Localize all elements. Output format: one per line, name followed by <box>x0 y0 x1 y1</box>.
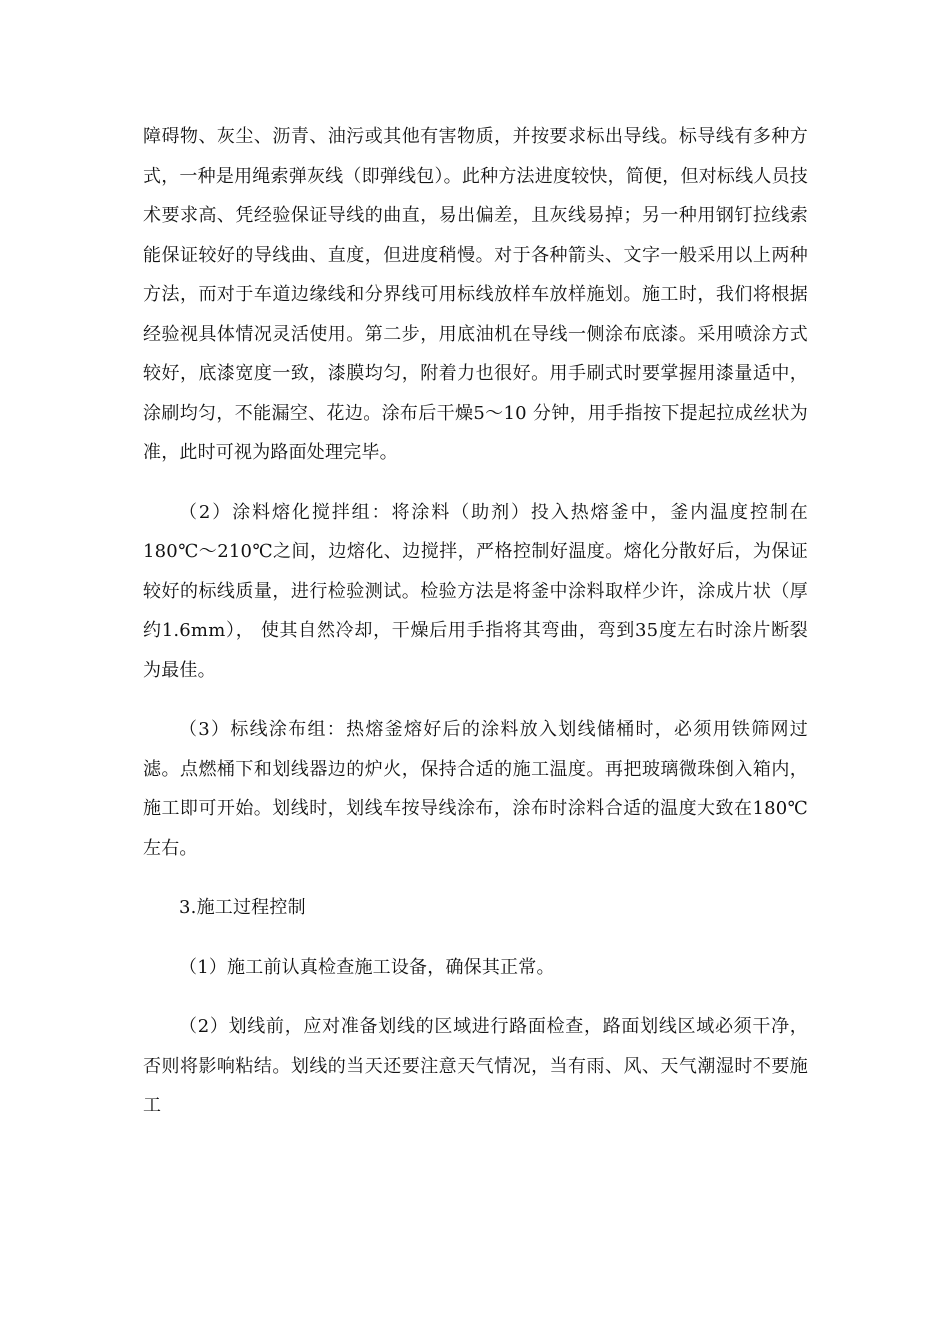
paragraph-surface-inspection: （2）划线前，应对准备划线的区域进行路面检查，路面划线区域必须干净，否则将影响粘结。划线的当天还要注意天气情况，当有雨、风、天气潮湿时不要施工 <box>143 1016 808 1116</box>
paragraph-line-coating: （3）标线涂布组：热熔釜熔好后的涂料放入划线储桶时，必须用铁筛网过滤。点燃桶下和划线器边的炉火，保持合适的施工温度。再把玻璃微珠倒入箱内，施工即可开始。划线时，划线车按导线涂布，涂布时涂料合适的温度大致在180℃左右。 <box>143 719 808 859</box>
document-body <box>143 117 808 1146</box>
section-heading-process-control: 3.施工过程控制 <box>179 897 306 918</box>
paragraph-road-surface-prep: 障碍物、灰尘、沥青、油污或其他有害物质，并按要求标出导线。标导线有多种方式，一种是用绳索弹灰线（即弹线包）。此种方法进度较快，简便，但对标线人员技术要求高、凭经验保证导线的曲直，易出偏差，且灰线易掉；另一种用钢钉拉线索能保证较好的导线曲、直度，但进度稍慢。对于各种箭头、文字一般采用以上两种方法，而对于车道边缘线和分界线可用标线放样车放样施划。施工时，我们将根据经验视具体情况灵活使用。第二步，用底油机在导线一侧涂布底漆。采用喷涂方式较好，底漆宽度一致，漆膜均匀，附着力也很好。用手刷式时要掌握用漆量适中，涂刷均匀，不能漏空、花边。涂布后干燥5～10 分钟，用手指按下提起拉成丝状为准，此时可视为路面处理完毕。 <box>143 126 808 463</box>
paragraph-paint-melting: （2）涂料熔化搅拌组：将涂料（助剂）投入热熔釜中，釜内温度控制在180℃～210℃之间，边熔化、边搅拌，严格控制好温度。熔化分散好后，为保证较好的标线质量，进行检验测试。检验方法是将釜中涂料取样少许，涂成片状（厚约1.6mm）， 使其自然冷却，干燥后用手指将其弯曲，弯到35度左右时涂片断裂为最佳。 <box>143 501 808 681</box>
paragraph-equipment-check: （1）施工前认真检查施工设备，确保其正常。 <box>179 956 555 978</box>
